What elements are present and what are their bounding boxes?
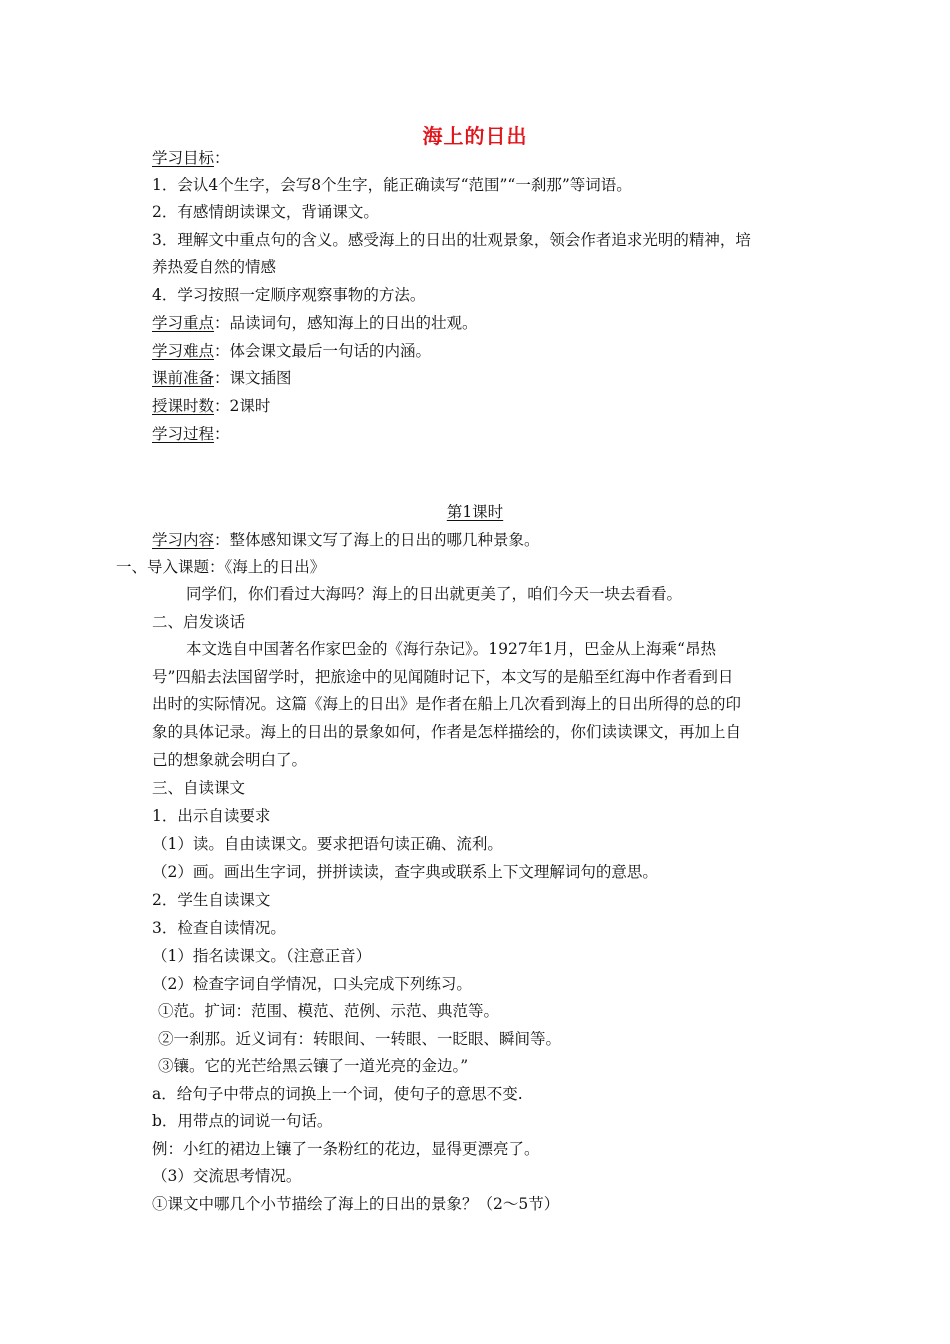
focus-line — [152, 313, 478, 333]
list-item: （3）交流思考情况。 — [152, 1167, 302, 1185]
hours-label: 授课时数 — [152, 397, 215, 415]
list-item: 3．检查自读情况。 — [152, 919, 286, 937]
paragraph-line: 象的具体记录。海上的日出的景象如何，作者是怎样描绘的，你们读读课文，再加上自 — [152, 723, 742, 741]
page-title: 海上的日出 — [422, 124, 528, 148]
objective-item: 4．学习按照一定顺序观察事物的方法。 — [152, 286, 426, 304]
process-line — [152, 424, 230, 444]
paragraph-line: 己的想象就会明白了。 — [152, 751, 308, 769]
lesson-heading — [0, 502, 950, 522]
objective-item-continued: 养热爱自然的情感 — [152, 258, 277, 276]
objective-item: 3．理解文中重点句的含义。感受海上的日出的壮观景象，领会作者追求光明的精神，培 — [152, 231, 751, 249]
section-heading: 三、自读课文 — [152, 779, 246, 797]
process-text: ： — [214, 425, 230, 443]
difficulty-label: 学习难点 — [152, 342, 215, 360]
difficulty-text: ：体会课文最后一句话的内涵。 — [214, 342, 432, 360]
paragraph-line: 出时的实际情况。这篇《海上的日出》是作者在船上几次看到海上的日出所得的总的印 — [152, 695, 742, 713]
list-item: （2）检查字词自学情况，口头完成下列练习。 — [152, 975, 472, 993]
list-item: （1）指名读课文。（注意正音） — [152, 947, 372, 965]
hours-line — [152, 396, 270, 416]
prep-line — [152, 368, 292, 388]
list-item: （2）画。画出生字词，拼拼读读，查字典或联系上下文理解词句的意思。 — [152, 863, 658, 881]
focus-label: 学习重点 — [152, 314, 215, 332]
section-heading: 二、启发谈话 — [152, 613, 246, 631]
lesson-heading-text: 第1课时 — [446, 503, 504, 521]
section-heading: 一、导入课题：《海上的日出》 — [116, 558, 326, 576]
hours-text: ：2课时 — [214, 397, 271, 415]
objectives-colon: ： — [214, 149, 230, 167]
difficulty-line — [152, 341, 431, 361]
prep-label: 课前准备 — [152, 369, 215, 387]
paragraph-line: 本文选自中国著名作家巴金的《海行杂记》。1927年1月，巴金从上海乘“昂热 — [186, 640, 716, 658]
list-item: 1．出示自读要求 — [152, 807, 271, 825]
list-item: ②一刹那。近义词有：转眼间、一转眼、一眨眼、瞬间等。 — [158, 1030, 562, 1048]
prep-text: ：课文插图 — [214, 369, 292, 387]
objective-item: 1．会认4个生字，会写8个生字，能正确读写“范围”“一刹那”等词语。 — [152, 176, 632, 194]
objectives-label: 学习目标 — [152, 149, 215, 167]
list-item: ③镶。它的光芒给黑云镶了一道光亮的金边。” — [158, 1057, 469, 1075]
lesson-content-line — [152, 530, 540, 550]
list-item: ①范。扩词：范围、模范、范例、示范、典范等。 — [158, 1002, 500, 1020]
objectives-heading — [152, 148, 230, 168]
objective-item: 2．有感情朗读课文，背诵课文。 — [152, 203, 379, 221]
paragraph-line: 同学们，你们看过大海吗？海上的日出就更美了，咱们今天一块去看看。 — [186, 585, 683, 603]
lesson-content-text: ：整体感知课文写了海上的日出的哪几种景象。 — [214, 531, 540, 549]
list-item: b．用带点的词说一句话。 — [152, 1112, 333, 1130]
focus-text: ：品读词句，感知海上的日出的壮观。 — [214, 314, 478, 332]
list-item: （1）读。自由读课文。要求把语句读正确、流利。 — [152, 835, 503, 853]
paragraph-line: 号”四船去法国留学时，把旅途中的见闻随时记下，本文写的是船至红海中作者看到日 — [152, 668, 734, 686]
list-item: ①课文中哪几个小节描绘了海上的日出的景象？（2～5节） — [152, 1195, 560, 1213]
process-label: 学习过程 — [152, 425, 215, 443]
lesson-content-label: 学习内容 — [152, 531, 215, 549]
example-line: 例：小红的裙边上镶了一条粉红的花边，显得更漂亮了。 — [152, 1140, 540, 1158]
list-item: 2．学生自读课文 — [152, 891, 271, 909]
list-item: a．给句子中带点的词换上一个词，使句子的意思不变. — [152, 1085, 523, 1103]
